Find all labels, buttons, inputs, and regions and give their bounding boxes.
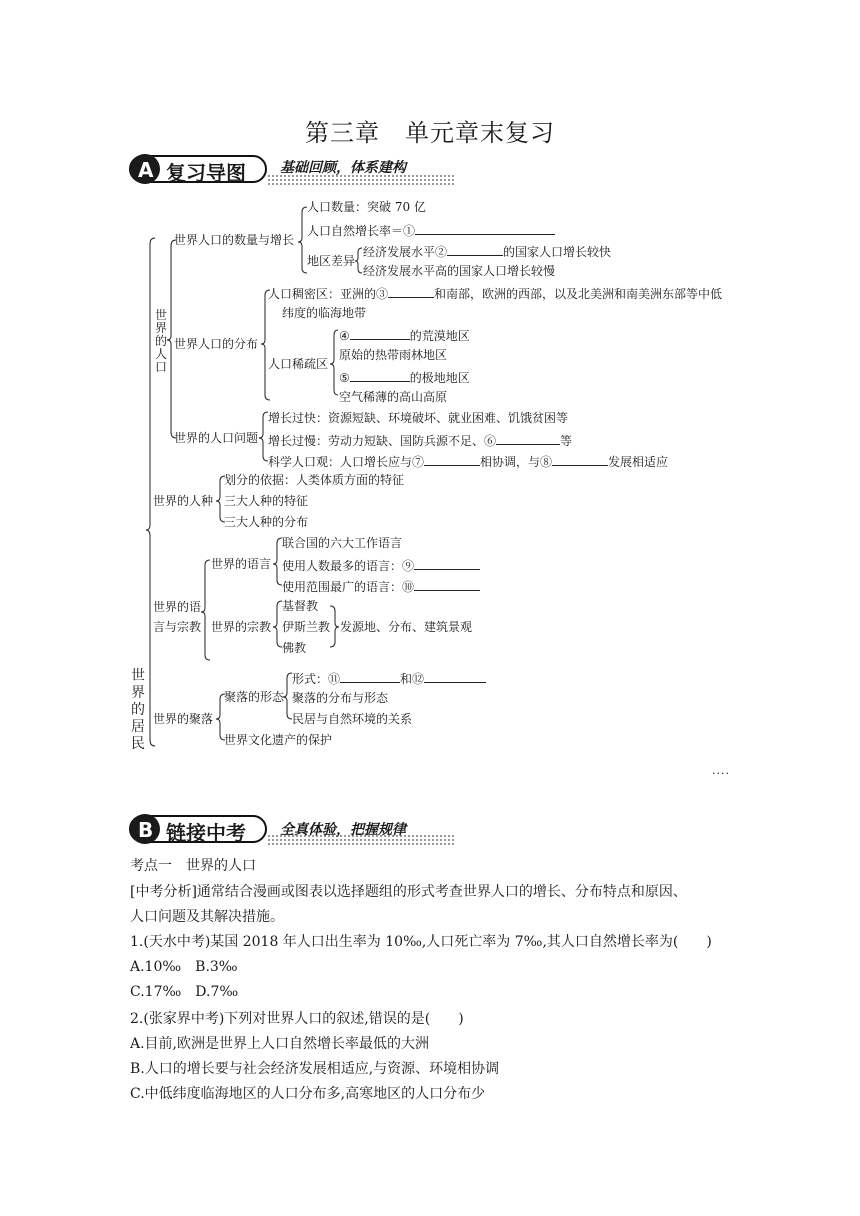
sparse-b: 原始的热带雨林地区 [339, 348, 448, 362]
sparse-a: ④ 的荒漠地区 [339, 329, 470, 343]
question-1-options-cd: C.17‰ D.7‰ [130, 984, 239, 1000]
quantity-count: 人口数量：突破 70 亿 [307, 200, 426, 214]
node-language: 世界的语言 [211, 557, 272, 571]
language-a: 联合国的六大工作语言 [282, 536, 403, 550]
religion-a: 基督教 [282, 599, 319, 613]
dots: ···· [712, 767, 730, 780]
node-race: 世界的人种 [153, 494, 214, 508]
node-population: 世界的人口 [154, 308, 167, 374]
node-quantity: 世界人口的数量与增长 [174, 233, 295, 247]
node-settlement: 世界的聚落 [153, 712, 214, 726]
question-2: 2.(张家界中考)下列对世界人口的叙述,错误的是( ) [130, 1011, 464, 1027]
dense-line-1: 人口稠密区：亚洲的③ 和南部，欧洲的西部，以及北美洲和南美洲东部等中低 [268, 287, 723, 301]
religion-detail: 发源地、分布、建筑景观 [340, 620, 473, 634]
section-b-subtitle: 全真体验，把握规律 [280, 822, 406, 838]
language-c: 使用范围最广的语言：⑩ [282, 578, 480, 594]
settlement-form-a: 形式：⑪ 和⑫ [292, 670, 486, 686]
topic-heading: 考点一 世界的人口 [130, 858, 256, 874]
analysis-line-2: 人口问题及其解决措施。 [130, 909, 284, 925]
regional-label: 地区差异 [307, 254, 356, 268]
page-title: 第三章 单元章末复习 [305, 119, 555, 147]
sparse-c: ⑤ 的极地地区 [339, 371, 470, 385]
node-problems: 世界的人口问题 [174, 431, 259, 445]
sparse-d: 空气稀薄的高山高原 [339, 390, 448, 404]
question-1: 1.(天水中考)某国 2018 年人口出生率为 10‰,人口死亡率为 7‰,其人口自然增长率为( ) [130, 934, 712, 950]
religion-b: 伊斯兰教 [282, 620, 331, 634]
question-2-option-c: C.中低纬度临海地区的人口分布多,高寒地区的人口分布少 [130, 1086, 486, 1102]
section-a-letter: A [138, 158, 154, 182]
section-b-header [128, 812, 458, 846]
regional-a: 经济发展水平② 的国家人口增长较快 [363, 245, 612, 259]
node-religion: 世界的宗教 [211, 620, 272, 634]
settlement-form-c: 民居与自然环境的关系 [292, 712, 413, 726]
section-a-subtitle: 基础回顾，体系建构 [280, 160, 406, 176]
section-a-title: 复习导图 [166, 161, 246, 185]
question-2-option-b: B.人口的增长要与社会经济发展相适应,与资源、环境相协调 [130, 1061, 500, 1077]
analysis-line-1: [中考分析]通常结合漫画或图表以选择题组的形式考查世界人口的增长、分布特点和原因、 [130, 884, 687, 900]
race-a: 划分的依据：人类体质方面的特征 [224, 473, 405, 487]
quantity-natural-growth: 人口自然增长率＝① [307, 222, 555, 238]
religion-c: 佛教 [282, 641, 307, 655]
settlement-heritage: 世界文化遗产的保护 [224, 733, 333, 747]
race-b: 三大人种的特征 [224, 494, 309, 508]
dense-line-2: 纬度的临海地带 [282, 306, 367, 320]
sparse-label: 人口稀疏区 [268, 357, 329, 371]
section-b-title: 链接中考 [166, 821, 246, 845]
section-b-letter: B [138, 818, 154, 842]
mindmap-root: 世界的居民 [131, 668, 145, 752]
race-c: 三大人种的分布 [224, 515, 309, 529]
node-distribution: 世界人口的分布 [174, 337, 259, 351]
problem-fast: 增长过快：资源短缺、环境破坏、就业困难、饥饿贫困等 [268, 411, 569, 425]
regional-b: 经济发展水平高的国家人口增长较慢 [363, 264, 556, 278]
node-language-religion: 世界的语言与宗教 [153, 600, 202, 634]
question-2-option-a: A.目前,欧洲是世界上人口自然增长率最低的大洲 [130, 1036, 430, 1052]
language-b: 使用人数最多的语言：⑨ [282, 557, 480, 573]
question-1-options-ab: A.10‰ B.3‰ [130, 959, 238, 975]
settlement-form-b: 聚落的分布与形态 [292, 691, 389, 705]
node-settlement-form: 聚落的形态 [224, 690, 285, 704]
problem-scientific: 科学人口观：人口增长应与⑦ 相协调，与⑧ 发展相适应 [268, 455, 669, 469]
problem-slow: 增长过慢：劳动力短缺、国防兵源不足、⑥ 等 [268, 434, 573, 448]
